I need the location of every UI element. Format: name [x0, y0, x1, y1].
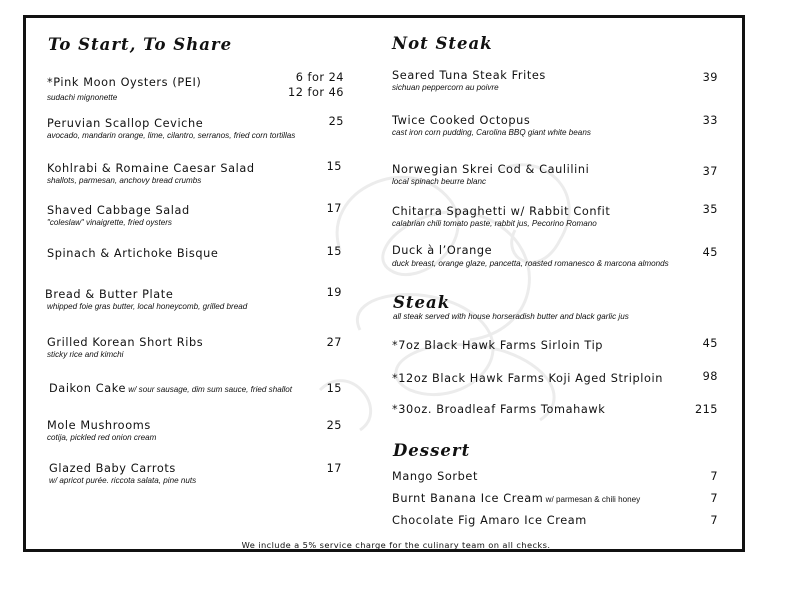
item-price: 45	[702, 246, 718, 259]
section-heading-not-steak: Not Steak	[392, 34, 493, 53]
item-description: local spinach beurre blanc	[392, 177, 487, 186]
item-name	[392, 492, 640, 505]
item-name: *7oz Black Hawk Farms Sirloin Tip	[392, 339, 604, 352]
item-price: 7	[710, 514, 718, 527]
item-name	[49, 382, 292, 395]
item-description: sticky rice and kimchi	[47, 350, 124, 359]
item-description: cotija, pickled red onion cream	[47, 433, 157, 442]
item-price: 15	[326, 382, 342, 395]
item-price: 7	[710, 470, 718, 483]
item-name: Twice Cooked Octopus	[392, 114, 531, 127]
item-name: Peruvian Scallop Ceviche	[47, 117, 204, 130]
item-name: Glazed Baby Carrots	[49, 462, 176, 475]
item-description: sichuan peppercorn au poivre	[392, 83, 499, 92]
item-price-large: 12 for 46	[288, 86, 344, 99]
item-name: Chocolate Fig Amaro Ice Cream	[392, 514, 587, 527]
item-name: Mole Mushrooms	[47, 419, 151, 432]
item-price: 35	[702, 203, 718, 216]
item-price: 215	[694, 403, 718, 416]
item-price: 98	[702, 370, 718, 383]
item-name: Chitarra Spaghetti w/ Rabbit Confit	[392, 205, 611, 218]
item-name: *Pink Moon Oysters (PEI)	[47, 76, 202, 89]
item-price: 27	[326, 336, 342, 349]
item-name-text: Daikon Cake	[49, 382, 127, 395]
section-heading-dessert: Dessert	[393, 441, 471, 460]
item-description: cast iron corn pudding, Carolina BBQ giant white beans	[392, 128, 591, 137]
item-name: Bread & Butter Plate	[45, 288, 174, 301]
item-name: Norwegian Skrei Cod & Caulilini	[392, 163, 590, 176]
item-inline-note: w/ parmesan & chili honey	[543, 495, 641, 504]
item-price: 39	[702, 71, 718, 84]
section-heading-to-start: To Start, To Share	[48, 35, 233, 54]
item-name-text: Burnt Banana Ice Cream	[392, 492, 544, 505]
item-price: 25	[326, 419, 342, 432]
item-name: *30oz. Broadleaf Farms Tomahawk	[392, 403, 606, 416]
item-price: 19	[326, 286, 342, 299]
item-price: 33	[702, 114, 718, 127]
item-price: 17	[326, 462, 342, 475]
item-name: *12oz Black Hawk Farms Koji Aged Striploin	[392, 372, 664, 385]
item-price: 37	[702, 165, 718, 178]
item-description: "coleslaw" vinaigrette, fried oysters	[47, 218, 172, 227]
item-name: Spinach & Artichoke Bisque	[47, 247, 219, 260]
item-name: Kohlrabi & Romaine Caesar Salad	[47, 162, 255, 175]
item-description: whipped foie gras butter, local honeycomb, grilled bread	[47, 302, 248, 311]
service-charge-note: We include a 5% service charge for the culinary team on all checks.	[241, 540, 551, 550]
item-name: Duck à l’Orange	[392, 244, 493, 257]
item-price: 7	[710, 492, 718, 505]
item-name: Grilled Korean Short Ribs	[47, 336, 204, 349]
item-description: shallots, parmesan, anchovy bread crumbs	[47, 176, 202, 185]
item-price: 17	[326, 202, 342, 215]
item-name: Mango Sorbet	[392, 470, 478, 483]
item-price: 6 for 24	[295, 71, 344, 84]
item-name: Shaved Cabbage Salad	[47, 204, 190, 217]
item-inline-note: w/ sour sausage, dim sum sauce, fried shallot	[126, 385, 293, 394]
section-subheading: all steak served with house horseradish butter and black garlic jus	[393, 312, 629, 321]
item-description: w/ apricot purée. riccota salata, pine nuts	[49, 476, 197, 485]
item-price: 15	[326, 245, 342, 258]
item-description: calabrian chili tomato paste, rabbit jus, Pecorino Romano	[392, 219, 597, 228]
item-price: 25	[328, 115, 344, 128]
section-heading-steak: Steak	[393, 293, 451, 312]
item-price: 45	[702, 337, 718, 350]
item-name: Seared Tuna Steak Frites	[392, 69, 546, 82]
item-description: sudachi mignonette	[47, 93, 118, 102]
item-price: 15	[326, 160, 342, 173]
item-description: duck breast, orange glaze, pancetta, roasted romanesco & marcona almonds	[392, 259, 669, 268]
item-description: avocado, mandarin orange, lime, cilantro, serranos, fried corn tortillas	[47, 131, 296, 140]
